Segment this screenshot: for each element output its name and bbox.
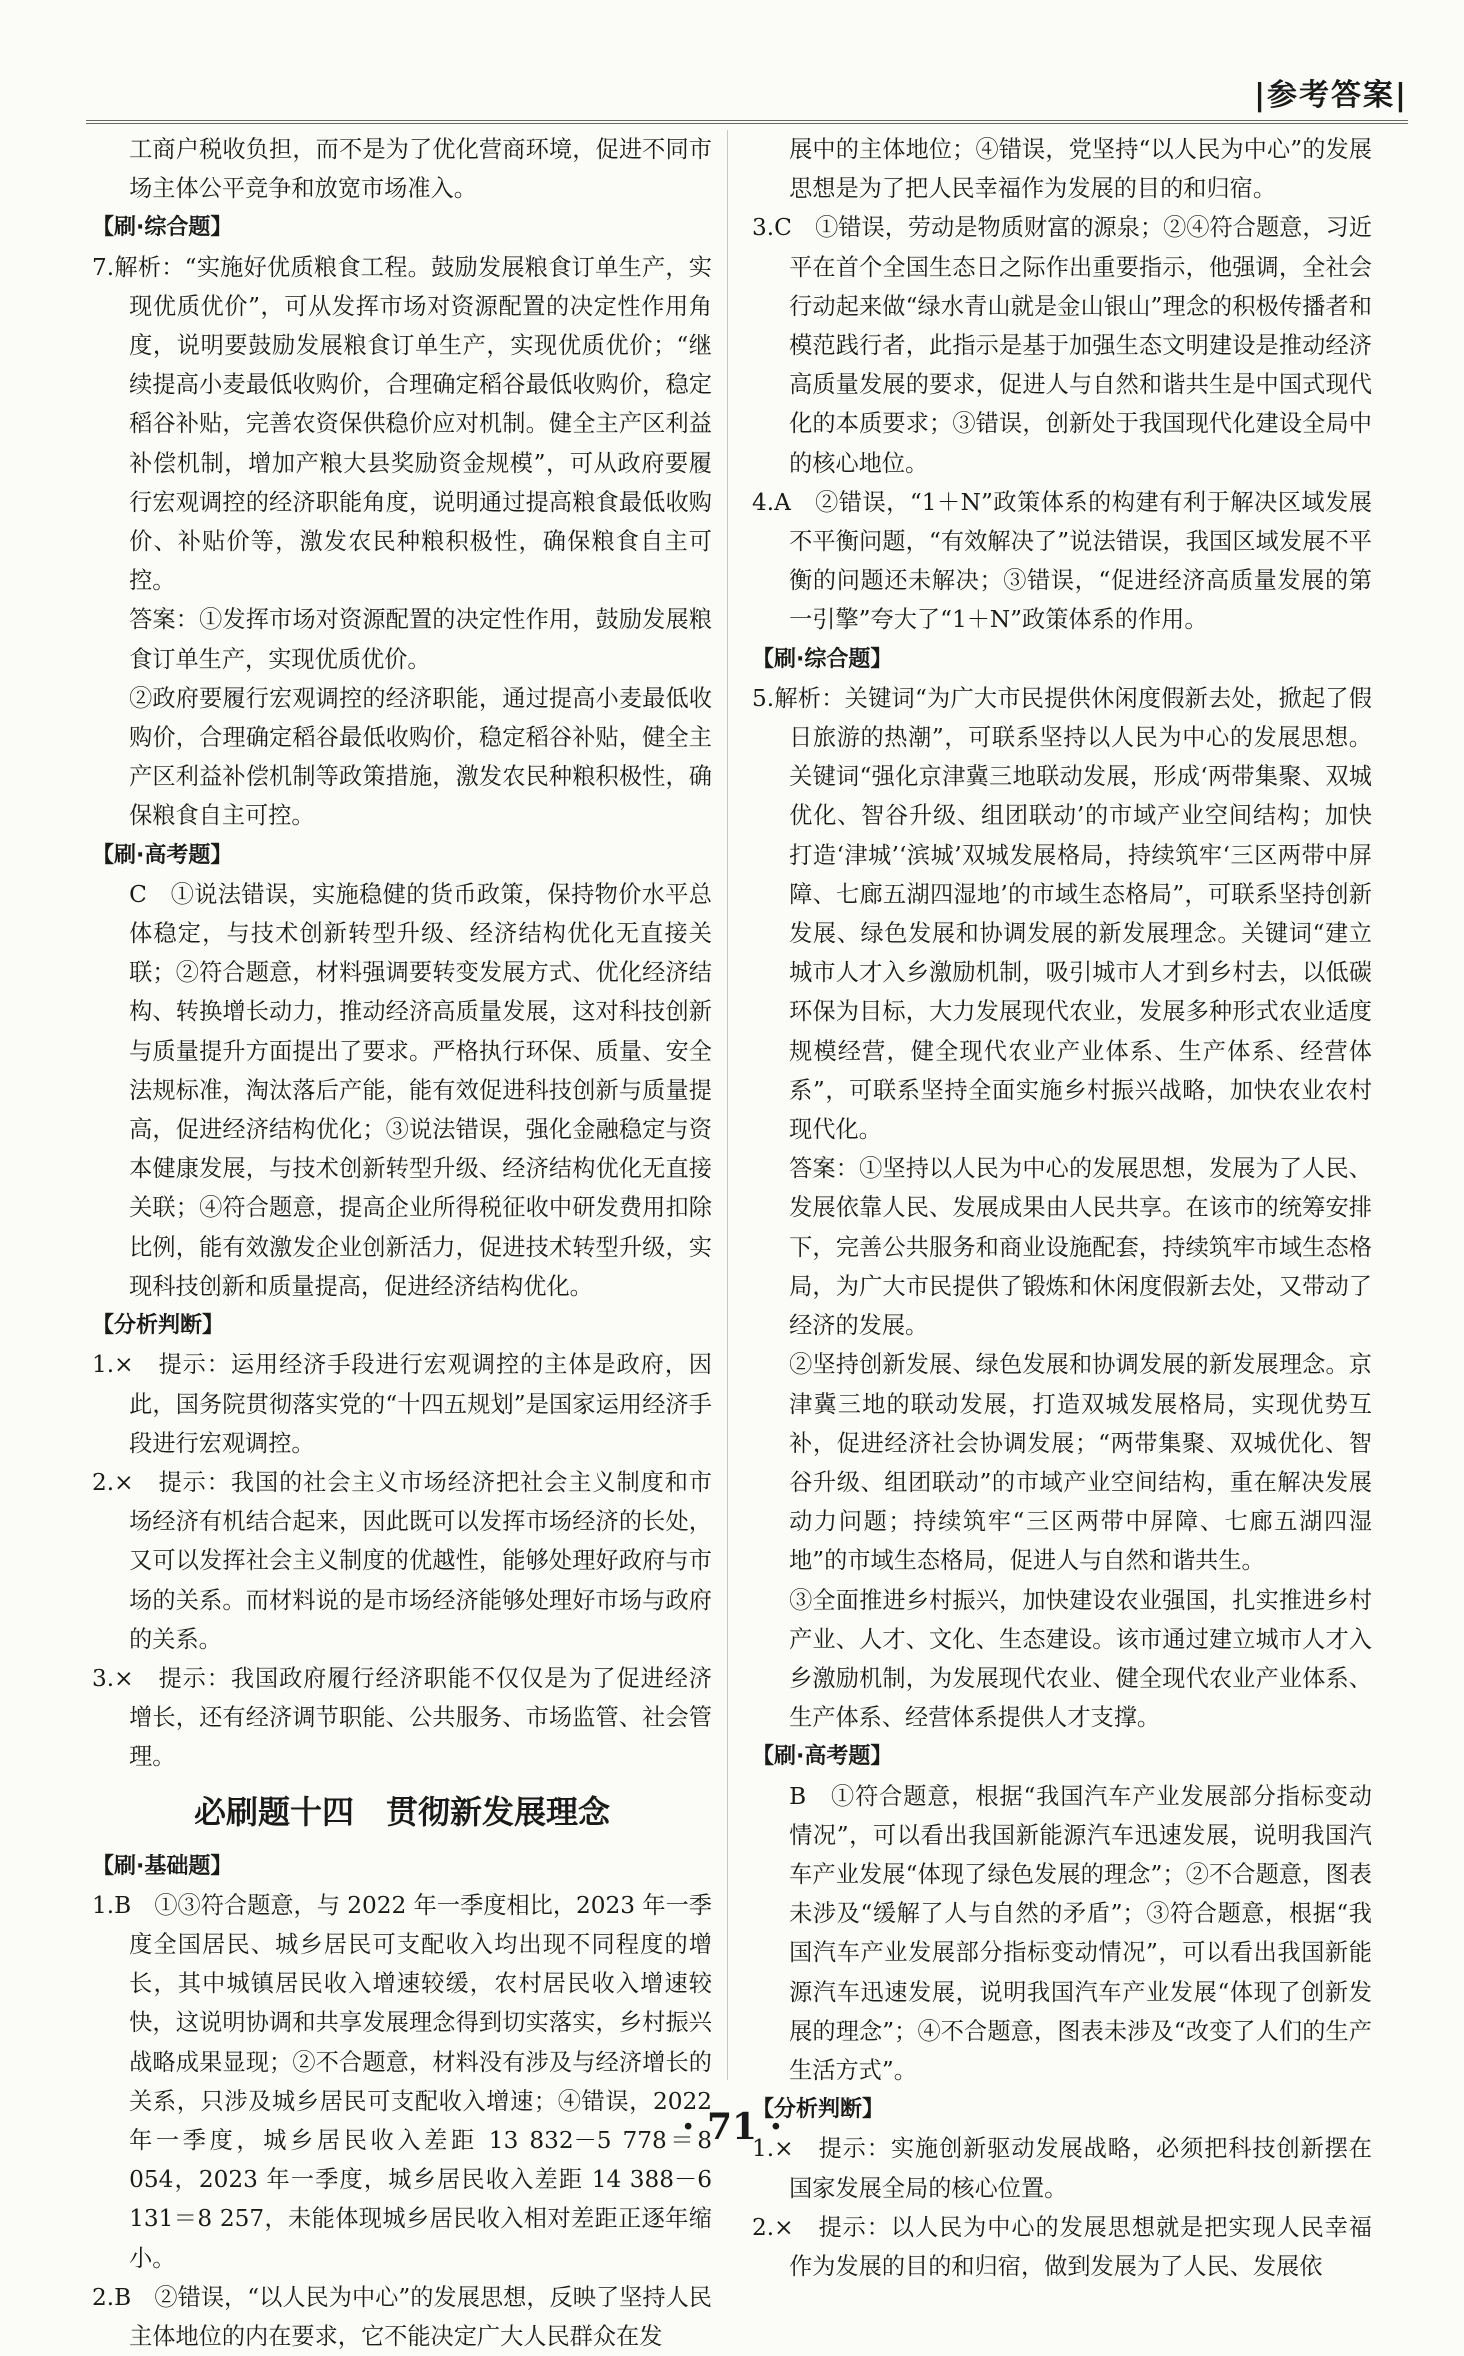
header-rule [86, 120, 1408, 124]
answer-paragraph: 1.× 提示：运用经济手段进行宏观调控的主体是政府，因此，国务院贯彻落实党的“十四五规划”是国家运用经济手段进行宏观调控。 [92, 1351, 712, 1457]
answer-paragraph: ②政府要履行宏观调控的经济职能，通过提高小麦最低收购价，合理确定稻谷最低收购价，稳定稻谷补贴，健全主产区利益补偿机制等政策措施，激发农民种粮积极性，确保粮食自主可控。 [129, 684, 712, 830]
answer-paragraph: 4.A ②错误，“1＋N”政策体系的构建有利于解决区域发展不平衡问题，“有效解决了”说法错误，我国区域发展不平衡的问题还未解决；③错误，“促进经济高质量发展的第一引擎”夸大了“1＋N”政策体系的作用。 [752, 488, 1372, 634]
answer-paragraph: 7.解析：“实施好优质粮食工程。鼓励发展粮食订单生产，实现优质优价”，可从发挥市场对资源配置的决定性作用角度，说明要鼓励发展粮食订单生产，实现优质优价；“继续提高小麦最低收购价，合理确定稻谷最低收购价，稳定稻谷补贴，完善农资保供稳价应对机制。健全主产区利益补偿机制，增加产粮大县奖励资金规模”，可从政府要履行宏观调控的经济职能角度，说明通过提高粮食最低收购价、补贴价等，激发农民种粮积极性，确保粮食自主可控。 [92, 253, 712, 595]
section-heading: 【刷·综合题】 [752, 646, 893, 672]
answer-paragraph: 1.× 提示：实施创新驱动发展战略，必须把科技创新摆在国家发展全局的核心位置。 [752, 2135, 1372, 2202]
section-heading: 【分析判断】 [752, 2097, 885, 2123]
answer-paragraph: 5.解析：关键词“为广大市民提供休闲度假新去处，掀起了假日旅游的热潮”，可联系坚持以人民为中心的发展思想。关键词“强化京津冀三地联动发展，形成‘两带集聚、双城优化、智谷升级、组团联动’的市域产业空间结构；加快打造‘津城’‘滨城’双城发展格局，持续筑牢‘三区两带中屏障、七廊五湖四湿地’的市域生态格局”，可联系坚持创新发展、绿色发展和协调发展的新发展理念。关键词“建立城市人才入乡激励机制，吸引城市人才到乡村去，以低碳环保为目标，大力发展现代农业，发展多种形式农业适度规模经营，健全现代农业产业体系、生产体系、经营体系”，可联系坚持全面实施乡村振兴战略，加快农业农村现代化。 [752, 684, 1372, 1144]
answer-paragraph: ②坚持创新发展、绿色发展和协调发展的新发展理念。京津冀三地的联动发展，打造双城发展格局，实现优势互补，促进经济社会协调发展；“两带集聚、双城优化、智谷升级、组团联动”的市域产业空间结构，重在解决发展动力问题；持续筑牢“三区两带中屏障、七廊五湖四湿地”的市域生态格局，促进人与自然和谐共生。 [789, 1351, 1372, 1575]
answer-paragraph: B ①符合题意，根据“我国汽车产业发展部分指标变动情况”，可以看出我国新能源汽车迅速发展，说明我国汽车产业发展“体现了绿色发展的理念”；②不合题意，图表未涉及“缓解了人与自然的矛盾”；③符合题意，根据“我国汽车产业发展部分指标变动情况”，可以看出我国新能源汽车迅速发展，说明我国汽车产业发展“体现了创新发展的理念”；④不合题意，图表未涉及“改变了人们的生产生活方式”。 [789, 1782, 1372, 2084]
answer-paragraph: 2.× 提示：以人民为中心的发展思想就是把实现人民幸福作为发展的目的和归宿，做到发展为了人民、发展依 [752, 2213, 1372, 2280]
answer-paragraph: 答案：①发挥市场对资源配置的决定性作用，鼓励发展粮食订单生产，实现优质优价。 [129, 606, 712, 673]
answer-paragraph: C ①说法错误，实施稳健的货币政策，保持物价水平总体稳定，与技术创新转型升级、经济结构优化无直接关联；②符合题意，材料强调要转变发展方式、优化经济结构、转换增长动力，推动经济高质量发展，这对科技创新与质量提升方面提出了要求。严格执行环保、质量、安全法规标准，淘汰落后产能，能有效促进科技创新与质量提高，促进经济结构优化；③说法错误，强化金融稳定与资本健康发展，与技术创新转型升级、经济结构优化无直接关联；④符合题意，提高企业所得税征收中研发费用扣除比例，能有效激发企业创新活力，促进技术转型升级，实现科技创新和质量提高，促进经济结构优化。 [129, 880, 712, 1300]
answer-paragraph: 工商户税收负担，而不是为了优化营商环境，促进不同市场主体公平竞争和放宽市场准入。 [129, 136, 712, 203]
answer-paragraph: 答案：①坚持以人民为中心的发展思想，发展为了人民、发展依靠人民、发展成果由人民共享。在该市的统筹安排下，完善公共服务和商业设施配套，持续筑牢市域生态格局，为广大市民提供了锻炼和休闲度假新去处，又带动了经济的发展。 [789, 1155, 1372, 1340]
page-number: · 71 · [681, 2106, 783, 2148]
answer-paragraph: 2.B ②错误，“以人民为中心”的发展思想，反映了坚持人民主体地位的内在要求，它不能决定广大人民群众在发 [92, 2283, 712, 2350]
answer-paragraph: 1.B ①③符合题意，与 2022 年一季度相比，2023 年一季度全国居民、城乡居民可支配收入均出现不同程度的增长，其中城镇居民收入增速较缓，农村居民收入增速较快，这说明协调和共享发展理念得到切实落实，乡村振兴战略成果显现；②不合题意，材料没有涉及与经济增长的关系，只涉及城乡居民可支配收入增速；④错误，2022 年一季度，城乡居民收入差距 13 832－5 778＝8 054，2023 年一季度，城乡居民收入差距 14 388－6 131＝8 257，未能体现城乡居民收入相对差距正逐年缩小。 [92, 1891, 712, 2272]
section-heading: 【刷·基础题】 [92, 1853, 233, 1879]
section-heading: 【刷·综合题】 [92, 215, 233, 241]
answer-paragraph: 展中的主体地位；④错误，党坚持“以人民为中心”的发展思想是为了把人民幸福作为发展的目的和归宿。 [789, 136, 1372, 203]
answer-paragraph: ③全面推进乡村振兴，加快建设农业强国，扎实推进乡村产业、人才、文化、生态建设。该市通过建立城市人才入乡激励机制，为发展现代农业、健全现代农业产业体系、生产体系、经营体系提供人才支撑。 [789, 1586, 1372, 1732]
section-heading: 【分析判断】 [92, 1313, 225, 1339]
section-heading: 【刷·高考题】 [92, 842, 233, 868]
left-column [92, 130, 712, 2356]
answer-paragraph: 2.× 提示：我国的社会主义市场经济把社会主义制度和市场经济有机结合起来，因此既可以发挥市场经济的长处，又可以发挥社会主义制度的优越性，能够处理好政府与市场的关系。而材料说的是市场经济能够处理好市场与政府的关系。 [92, 1468, 712, 1653]
section-tag: |参考答案| [1254, 78, 1408, 113]
right-column [752, 130, 1372, 2286]
answer-paragraph: 3.C ①错误，劳动是物质财富的源泉；②④符合题意，习近平在首个全国生态日之际作出重要指示，他强调，全社会行动起来做“绿水青山就是金山银山”理念的积极传播者和模范践行者，此指示是基于加强生态文明建设是推动经济高质量发展的要求，促进人与自然和谐共生是中国式现代化的本质要求；③错误，创新处于我国现代化建设全局中的核心地位。 [752, 214, 1372, 477]
column-divider [727, 130, 728, 2080]
answer-paragraph: 3.× 提示：我国政府履行经济职能不仅仅是为了促进经济增长，还有经济调节职能、公共服务、市场监管、社会管理。 [92, 1664, 712, 1771]
section-heading: 【刷·高考题】 [752, 1744, 893, 1770]
chapter-title: 必刷题十四 贯彻新发展理念 [193, 1792, 610, 1831]
